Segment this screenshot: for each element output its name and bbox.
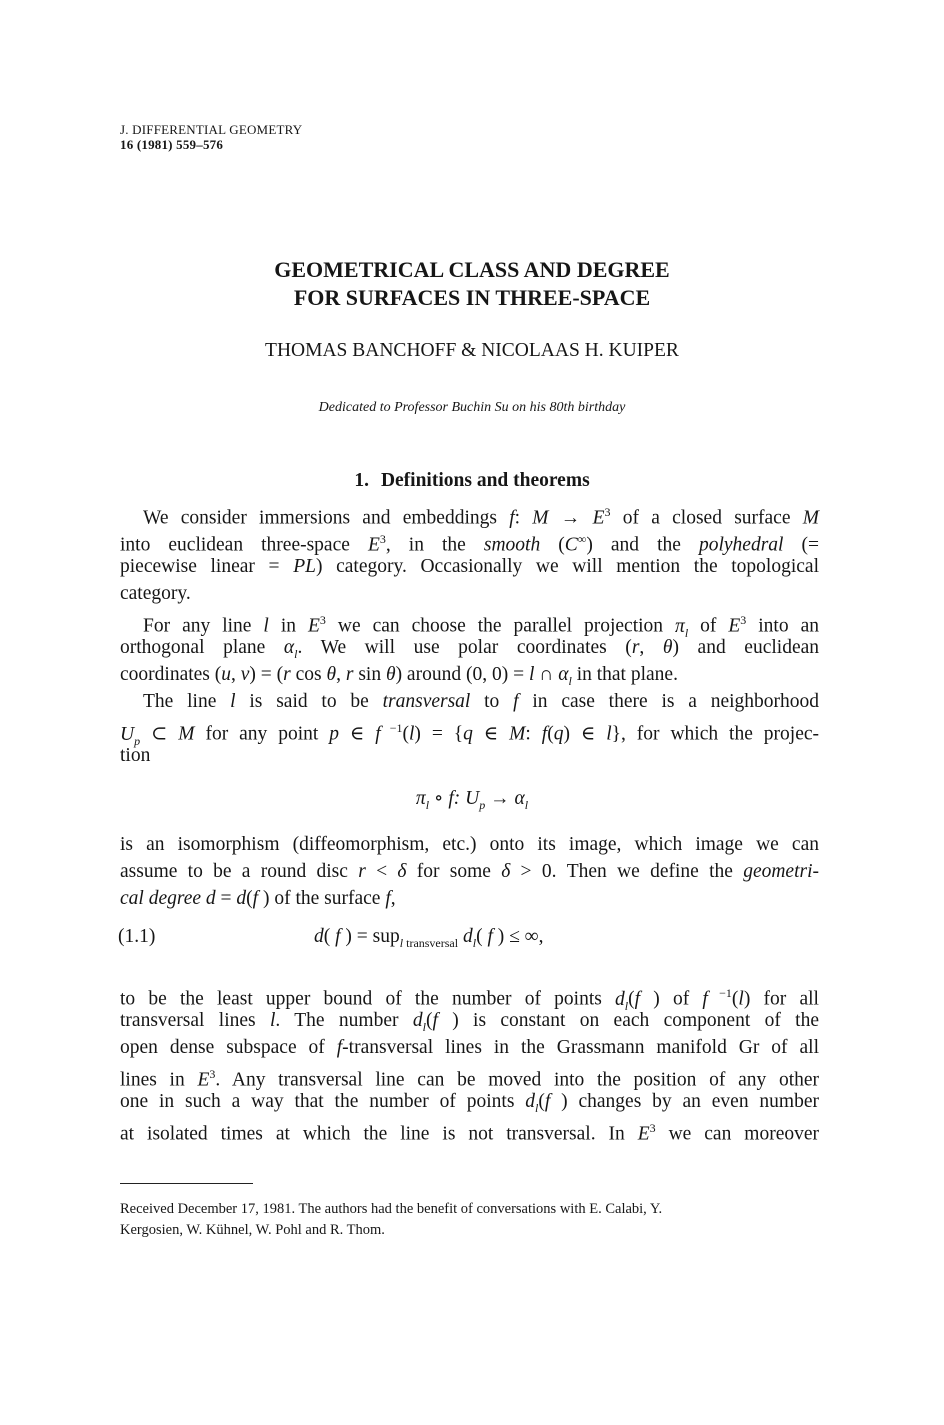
paragraph-3 [120,980,820,1145]
section-heading [0,470,944,492]
text-line: coordinates (u, v) = (r cos θ, r sin θ) around (0, 0) = l ∩ $\alpha_l$ in that plane. [120,664,678,688]
text-line: piecewise linear = PL) category. Occasionally we will mention the topological [120,556,819,577]
journal-header [120,122,302,152]
text-line: tion [120,745,151,766]
journal-volume: 16 (1981) 559–576 [120,137,224,152]
text-line: is an isomorphism (diffeomorphism, etc.) onto its image, which image we can [120,834,819,855]
section-number: 1. [354,470,369,491]
text-line: $U_p$ ⊂ M for any point p ∈ f $^{-1}$(l) = {q ∈ M: f(q) ∈ l}, for which the projec- [120,721,819,748]
equation-number: (1.1) [118,926,156,947]
text-line: category. [120,583,191,604]
paragraph-1 [120,499,819,769]
text-line: one in such a way that the number of points $d_l(f$ ) changes by an even number [120,1091,819,1115]
equation-formula: d( f ) = sup$_{l transversal}$ $d_l$( f ) ≤ ∞, [314,926,544,950]
title-line-2: FOR SURFACES IN THREE-SPACE [293,285,651,310]
section-title: Definitions and theorems [380,470,590,491]
text-line: at isolated times at which the line is not transversal. In $E^3$ we can moreover [120,1121,819,1145]
text-line: We consider immersions and embeddings f: $M \to E^3$ of a closed surface M [143,505,819,529]
footnote-line-2: Kergosien, W. Kühnel, W. Pohl and R. Thom. [120,1222,385,1238]
paragraph-2 [120,831,819,912]
footnote-line-1: Received December 17, 1981. The authors had the benefit of conversations with E. Calabi, Y. [120,1201,663,1217]
journal-name: J. DIFFERENTIAL GEOMETRY [120,122,303,137]
footnote [120,1199,819,1241]
display-formula: $\pi_l$ ∘ f: $U_p \to \alpha_l$ [415,788,529,812]
text-line: into euclidean three-space $E^3$, in the smooth (C∞) and the polyhedral (= [120,532,819,556]
dedication: Dedicated to Professor Buchin Su on his 80th birthday [318,400,626,415]
text-line: assume to be a round disc r < δ for some δ > 0. Then we define the geometri- [120,861,819,882]
title-line-1: GEOMETRICAL CLASS AND DEGREE [274,257,670,282]
authors: THOMAS BANCHOFF & NICOLAAS H. KUIPER [265,340,679,361]
text-line: transversal lines l. The number $d_l(f$ ) is constant on each component of the [120,1010,820,1034]
text-line: orthogonal plane $\alpha_l$. We will use polar coordinates (r, θ) and euclidean [120,637,819,661]
text-line: to be the least upper bound of the number of points $d_l(f$ ) of f $^{-1}$(l) for all [120,986,819,1013]
footnote-rule [120,1183,253,1184]
paper-title [0,256,944,312]
text-line: The line l is said to be transversal to f in case there is a neighborhood [143,691,820,712]
text-line: For any line l in $E^3$ we can choose the parallel projection $\pi_l$ of $E^3$ into an [143,613,819,640]
text-line: cal degree d = d(f ) of the surface f, [120,888,396,909]
text-line: lines in $E^3$. Any transversal line can be moved into the position of any other [120,1067,820,1091]
text-line: open dense subspace of f-transversal lines in the Grassmann manifold Gr of all [120,1037,819,1058]
